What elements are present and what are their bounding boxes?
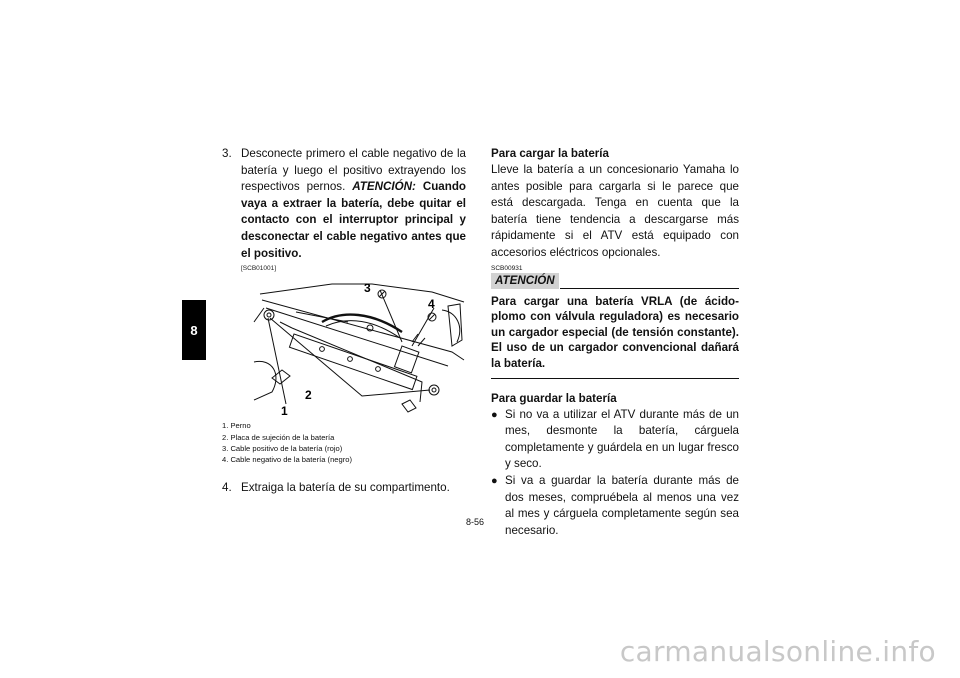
caption-item: 3. Cable positivo de la batería (rojo) [222,443,343,453]
watermark: carmanualsonline.info [619,635,936,668]
bullet-text: Si va a guardar la batería durante más de dos meses, compruébela al menos una vez al mes y cárguela completamente según sea necesario. [505,473,739,537]
heading-store: Para guardar la batería [491,391,617,405]
bullet-icon: ● [491,408,498,421]
chapter-tab: 8 [182,300,206,360]
page-number: 8-56 [466,517,485,527]
callout-3: 3 [364,282,371,296]
caution-label: ATENCIÓN [491,273,559,289]
step-3-instruction: Desconecte primero el cable negativo de la batería y luego el positivo extrayendo los respectivos pernos. [241,147,466,194]
step-number: 3. [222,147,232,160]
caption-item: 2. Placa de sujeción de la batería [222,432,335,442]
step-number: 4. [222,480,232,494]
caution-code: SCB00931 [491,264,523,272]
step-3 [222,146,466,262]
step-4 [222,480,466,497]
callout-4: 4 [428,297,435,312]
battery-figure [252,282,466,416]
caution-header [491,273,739,289]
caution-text: Para cargar una batería VRLA (de ácido-plomo con válvula reguladora) es necesario un cargador especial (de tensión constante). El uso de un cargador convencional dañará la batería. [491,289,739,379]
figure-captions [222,420,466,466]
callout-1: 1 [281,404,288,417]
bullet-item [491,407,739,473]
step-text [241,146,466,262]
bullet-text: Si no va a utilizar el ATV durante más de un mes, desmonte la batería, cárguela completamente y guárdela en un lugar fresco y seco. [505,407,739,471]
caption-item: 1. Perno [222,421,251,431]
bullet-item [491,473,739,539]
bullet-icon: ● [491,474,498,487]
caption-item: 4. Cable negativo de la batería (negro) [222,455,353,465]
right-column [491,146,739,539]
warning-text: Cuando vaya a extraer la batería, debe quitar el contacto con el interruptor principal y desconectar el cable negativo antes que el positivo. [241,180,466,260]
heading-charge: Para cargar la batería [491,147,609,160]
caution-rule [560,288,739,289]
callout-2: 2 [305,388,312,403]
step-text: Extraiga la batería de su compartimento. [241,480,450,494]
reference-code: [SCB01001] [241,265,277,273]
left-column [222,146,466,496]
warning-keyword: ATENCIÓN: [352,180,416,194]
charge-paragraph: Lleve la batería a un concesionario Yamaha lo antes posible para cargarla si le parece que está descargada. Tenga en cuenta que la batería tiene tendencia a descargarse más rápidamente si el ATV está equipado con accesorios eléctricos opcionales. [491,163,739,259]
